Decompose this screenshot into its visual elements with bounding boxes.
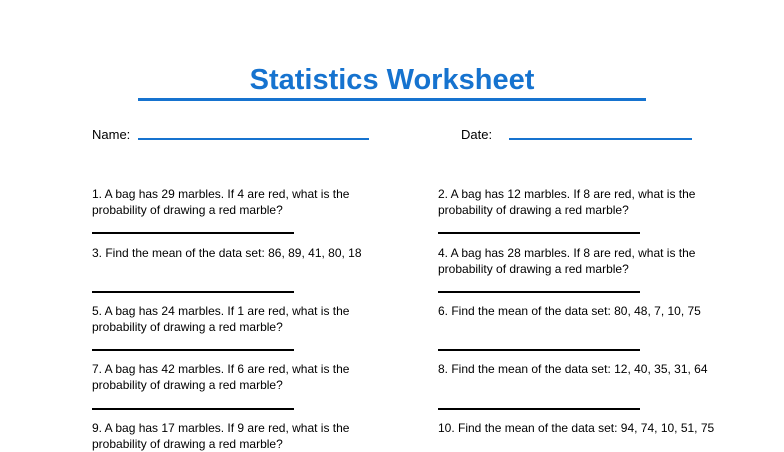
- question-2: 2. A bag has 12 marbles. If 8 are red, what is the probability of drawing a red marble?: [438, 187, 696, 217]
- question-8: 8. Find the mean of the data set: 12, 40, 35, 31, 64: [438, 362, 708, 376]
- question-5: 5. A bag has 24 marbles. If 1 are red, what is the probability of drawing a red marble?: [92, 304, 350, 334]
- name-field-line[interactable]: [138, 138, 369, 140]
- answer-line-2[interactable]: [438, 232, 640, 234]
- answer-line-1[interactable]: [92, 232, 294, 234]
- title-underline: [138, 98, 646, 101]
- question-4: 4. A bag has 28 marbles. If 8 are red, what is the probability of drawing a red marble?: [438, 246, 696, 276]
- date-label: Date:: [461, 127, 493, 142]
- worksheet-title: Statistics Worksheet: [249, 64, 535, 96]
- answer-line-5[interactable]: [92, 349, 294, 351]
- answer-line-6[interactable]: [438, 349, 640, 351]
- question-1: 1. A bag has 29 marbles. If 4 are red, what is the probability of drawing a red marble?: [92, 187, 350, 217]
- answer-line-4[interactable]: [438, 291, 640, 293]
- question-10: 10. Find the mean of the data set: 94, 74, 10, 51, 75: [438, 421, 715, 435]
- answer-line-7[interactable]: [92, 408, 294, 410]
- question-3: 3. Find the mean of the data set: 86, 89, 41, 80, 18: [92, 246, 362, 260]
- question-6: 6. Find the mean of the data set: 80, 48, 7, 10, 75: [438, 304, 701, 318]
- date-field-line[interactable]: [509, 138, 692, 140]
- answer-line-8[interactable]: [438, 408, 640, 410]
- name-label: Name:: [92, 127, 131, 142]
- question-9: 9. A bag has 17 marbles. If 9 are red, what is the probability of drawing a red marble?: [92, 421, 350, 451]
- answer-line-3[interactable]: [92, 291, 294, 293]
- question-7: 7. A bag has 42 marbles. If 6 are red, what is the probability of drawing a red marble?: [92, 362, 350, 392]
